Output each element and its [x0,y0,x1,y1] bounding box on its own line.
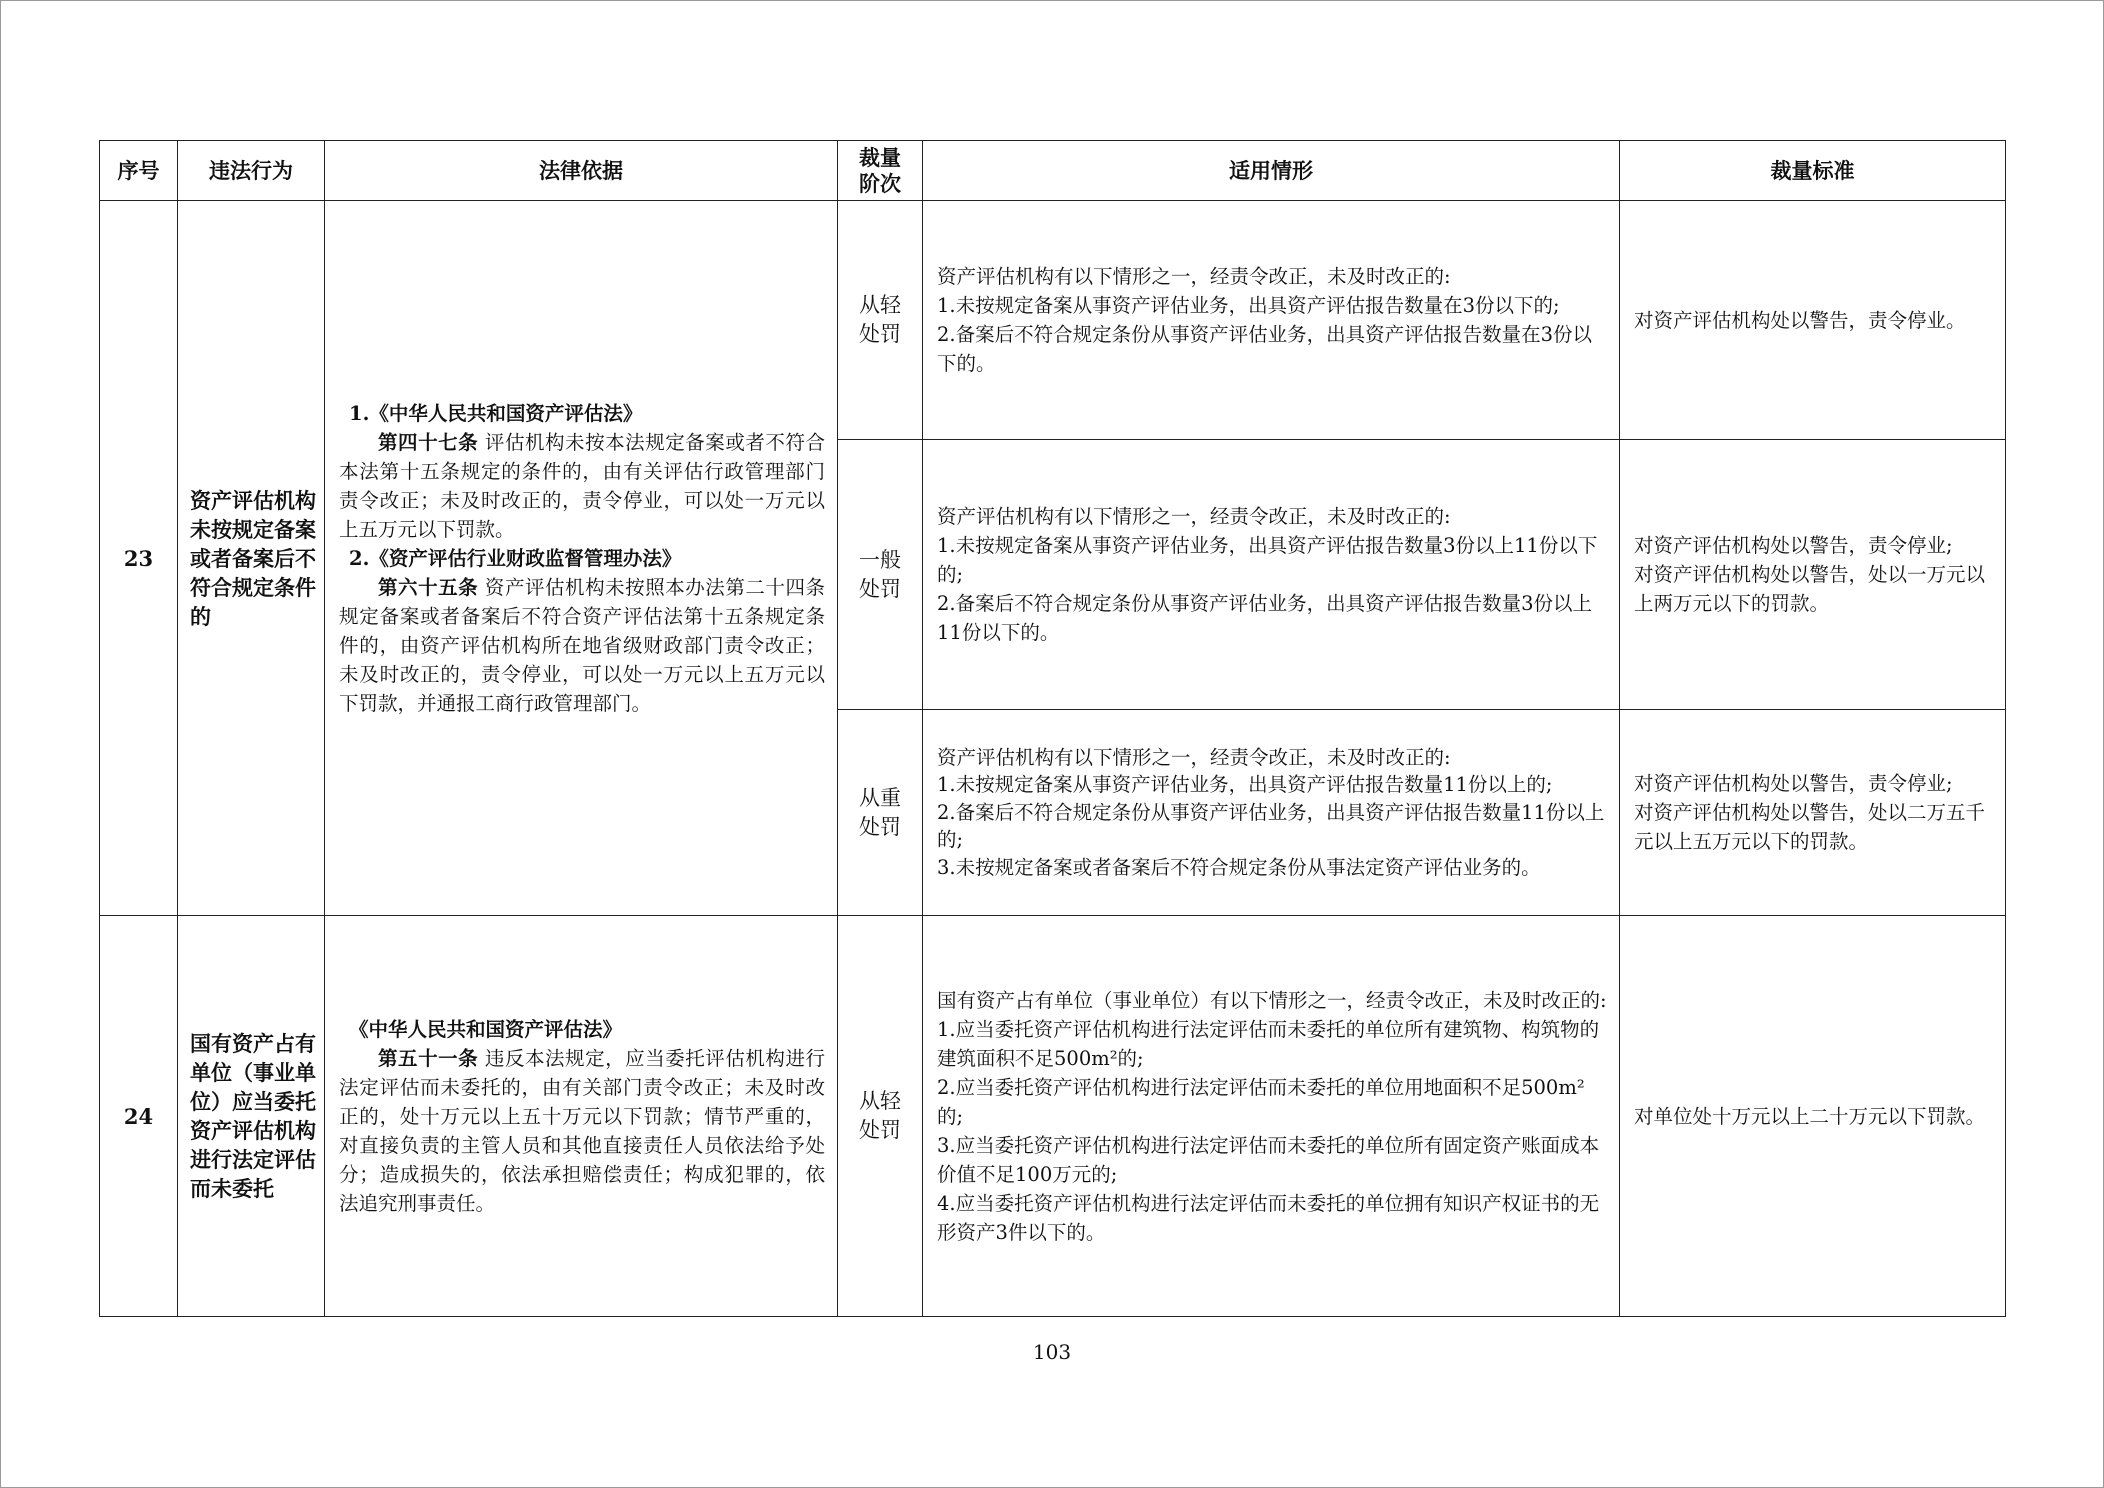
standard-cell [1620,201,2006,440]
law-title: 1.《中华人民共和国资产评估法》 [349,401,643,425]
situation-line: 1.未按规定备案从事资产评估业务，出具资产评估报告数量3份以上11份以下的; [937,534,1598,586]
situation-line: 国有资产占有单位（事业单位）有以下情形之一，经责令改正，未及时改正的: [937,988,1607,1012]
law-title: 2.《资产评估行业财政监督管理办法》 [349,546,682,570]
standard-line: 对资产评估机构处以警告，责令停业。 [1634,308,1966,332]
header-violation: 违法行为 [178,141,325,201]
discretion-level-text: 一般处罚 [859,547,901,601]
situation-line: 3.应当委托资产评估机构进行法定评估而未委托的单位所有固定资产账面成本价值不足100万元的; [937,1133,1600,1186]
standard-line: 对资产评估机构处以警告，责令停业; [1634,772,1953,795]
discretion-level-cell [838,440,923,710]
legal-basis-cell [325,201,838,916]
standard-line: 对资产评估机构处以警告，处以一万元以上两万元以下的罚款。 [1634,563,1986,615]
header-standard: 裁量标准 [1620,141,2006,201]
article-heading: 第四十七条 [378,430,479,454]
situation-line: 4.应当委托资产评估机构进行法定评估而未委托的单位拥有知识产权证书的无形资产3件以下的。 [937,1191,1600,1244]
table-row [100,916,2006,1317]
situation-line: 1.未按规定备案从事资产评估业务，出具资产评估报告数量11份以上的; [937,773,1553,797]
header-situation: 适用情形 [923,141,1620,201]
situation-line: 1.应当委托资产评估机构进行法定评估而未委托的单位所有建筑物、构筑物的建筑面积不足500m²的; [937,1017,1600,1070]
law-article [339,428,825,544]
situation-cell [923,710,1620,916]
table-row [100,201,2006,440]
discretion-level-cell [838,916,923,1317]
law-article [339,1044,825,1218]
situation-line: 1.未按规定备案从事资产评估业务，出具资产评估报告数量在3份以下的; [937,294,1560,317]
situation-line: 2.备案后不符合规定条份从事资产评估业务，出具资产评估报告数量在3份以下的。 [937,323,1593,375]
situation-line: 资产评估机构有以下情形之一，经责令改正，未及时改正的: [937,265,1451,288]
article-heading: 第六十五条 [378,575,479,599]
law-article [339,573,825,718]
situation-line: 资产评估机构有以下情形之一，经责令改正，未及时改正的: [937,505,1451,528]
standard-cell [1620,440,2006,710]
standard-line: 对资产评估机构处以警告，处以二万五千元以上五万元以下的罚款。 [1634,801,1986,853]
standard-line: 对资产评估机构处以警告，责令停业; [1634,534,1953,557]
law-title: 《中华人民共和国资产评估法》 [349,1017,623,1041]
penalty-discretion-table [99,140,2006,1317]
discretion-level-text: 从轻处罚 [859,1089,901,1142]
header-legal-basis: 法律依据 [325,141,838,201]
table-header-row [100,141,2006,201]
row-number: 23 [100,201,178,916]
situation-line: 2.应当委托资产评估机构进行法定评估而未委托的单位用地面积不足500m²的; [937,1075,1585,1128]
violation-cell: 资产评估机构未按规定备案或者备案后不符合规定条件的 [178,201,325,916]
standard-cell [1620,710,2006,916]
standard-cell [1620,916,2006,1317]
situation-cell [923,440,1620,710]
situation-line: 2.备案后不符合规定条份从事资产评估业务，出具资产评估报告数量11份以上的; [937,800,1605,852]
discretion-level-cell [838,710,923,916]
situation-cell [923,201,1620,440]
header-discretion-level-text: 裁量阶次 [859,144,901,196]
page-number: 103 [1032,1340,1072,1364]
article-text: 资产评估机构未按照本办法第二十四条规定备案或者备案后不符合资产评估法第十五条规定条件的，由资产评估机构所在地省级财政部门责令改正；未及时改正的，责令停业，可以处一万元以上五万元以下罚款，并通报工商行政管理部门。 [339,575,825,715]
violation-cell: 国有资产占有单位（事业单位）应当委托资产评估机构进行法定评估而未委托 [178,916,325,1317]
row-number: 24 [100,916,178,1317]
article-heading: 第五十一条 [378,1046,479,1070]
standard-line: 对单位处十万元以上二十万元以下罚款。 [1634,1104,1986,1128]
legal-basis-cell [325,916,838,1317]
situation-cell [923,916,1620,1317]
discretion-level-cell [838,201,923,440]
situation-line: 2.备案后不符合规定条份从事资产评估业务，出具资产评估报告数量3份以上11份以下的。 [937,592,1593,644]
situation-line: 资产评估机构有以下情形之一，经责令改正，未及时改正的: [937,745,1451,769]
article-text: 违反本法规定，应当委托评估机构进行法定评估而未委托的，由有关部门责令改正；未及时改正的，处十万元以上五十万元以下罚款；情节严重的，对直接负责的主管人员和其他直接责任人员依法给予处分；造成损失的，依法承担赔偿责任；构成犯罪的，依法追究刑事责任。 [339,1046,825,1215]
header-serial: 序号 [100,141,178,201]
situation-line: 3.未按规定备案或者备案后不符合规定条份从事法定资产评估业务的。 [937,855,1541,879]
header-discretion-level [838,141,923,201]
article-text: 评估机构未按本法规定备案或者不符合本法第十五条规定的条件的，由有关评估行政管理部门责令改正；未及时改正的，责令停业，可以处一万元以上五万元以下罚款。 [339,430,825,541]
discretion-level-text: 从轻处罚 [859,293,901,346]
discretion-level-text: 从重处罚 [859,785,901,839]
